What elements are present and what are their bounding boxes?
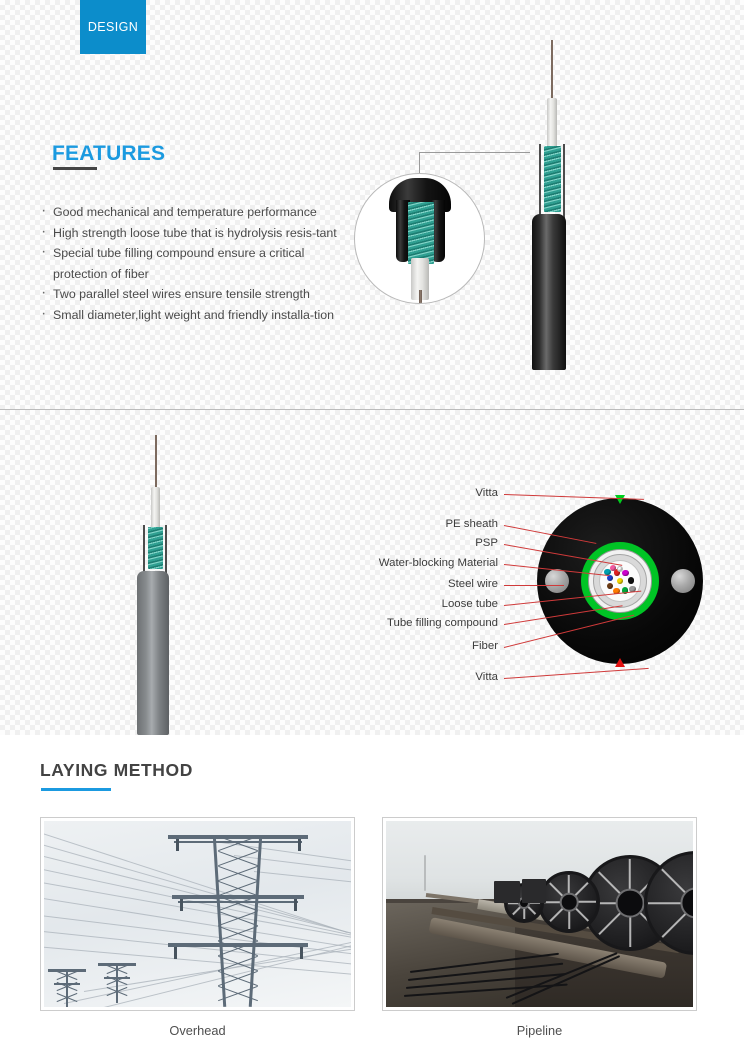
cross-section-label: Loose tube <box>441 598 498 610</box>
caption-pipeline: Pipeline <box>516 1023 563 1038</box>
drum-hub <box>560 893 579 912</box>
black-jacket-cable-photo <box>520 40 584 370</box>
pipeline-artwork <box>386 821 693 1007</box>
design-badge: DESIGN <box>80 0 146 54</box>
laying-method-section <box>0 735 744 1058</box>
cross-section-label: Vitta <box>475 487 498 499</box>
laying-method-heading: LAYING METHOD <box>40 760 193 780</box>
truck <box>494 881 520 903</box>
feature-item: · Special tube filling compound ensure a critical protection of fiber <box>40 243 360 284</box>
features-heading-rule <box>53 167 97 170</box>
magnified-cable-end <box>354 173 485 304</box>
cable-cross-section-diagram <box>537 498 703 664</box>
cross-section-label: Fiber <box>472 640 498 652</box>
insulator <box>180 899 183 911</box>
cross-section-label: Vitta <box>475 671 498 683</box>
caption-overhead: Overhead <box>169 1023 226 1038</box>
insulator <box>174 947 177 959</box>
vitta-marker-top <box>615 495 625 504</box>
overhead-artwork <box>44 821 351 1007</box>
truck <box>522 879 546 903</box>
feature-item: · Good mechanical and temperature performance <box>40 202 360 223</box>
pylon-cross-arm <box>172 895 304 899</box>
steel-wire-left <box>545 569 569 593</box>
cable-drum <box>538 871 600 933</box>
insulator <box>300 947 303 959</box>
distant-pole <box>424 855 426 891</box>
fiber-strand <box>607 583 613 589</box>
cross-section-label: Tube filling compound <box>386 617 498 629</box>
photo-pipeline <box>382 817 697 1011</box>
distant-pylon-arm <box>98 963 136 966</box>
design-section <box>0 0 744 410</box>
grey-jacket-cable-photo <box>128 435 184 735</box>
laying-method-rule <box>41 788 111 791</box>
cross-section-label: PSP <box>475 537 498 549</box>
cross-section-label: Water-blocking Material <box>378 557 498 569</box>
feature-item: · Small diameter,light weight and friendly installa-tion <box>40 305 360 326</box>
vitta-marker-bottom <box>615 658 625 667</box>
features-list <box>40 202 360 326</box>
cross-section-label: PE sheath <box>445 518 498 530</box>
fiber-strand <box>617 578 623 584</box>
features-heading: FEATURES <box>52 142 166 165</box>
insulator <box>294 899 297 911</box>
insulator <box>298 839 301 851</box>
fiber-strand <box>622 570 628 576</box>
photo-overhead <box>40 817 355 1011</box>
feature-item: · High strength loose tube that is hydrolysis resis-tant <box>40 223 360 244</box>
feature-item: · Two parallel steel wires ensure tensile strength <box>40 284 360 305</box>
steel-wire-right <box>671 569 695 593</box>
fiber-strand <box>628 577 634 583</box>
cross-section-label: Steel wire <box>447 578 498 590</box>
magnifier-leader-line <box>419 152 530 174</box>
tube-filling-compound-layer <box>599 560 641 602</box>
pylon-cross-arm <box>168 835 308 839</box>
drum-hub <box>616 889 645 918</box>
pylon-cross-arm <box>168 943 308 947</box>
leader-line <box>504 585 564 586</box>
insulator <box>176 839 179 851</box>
distant-pylon-arm <box>48 969 86 972</box>
